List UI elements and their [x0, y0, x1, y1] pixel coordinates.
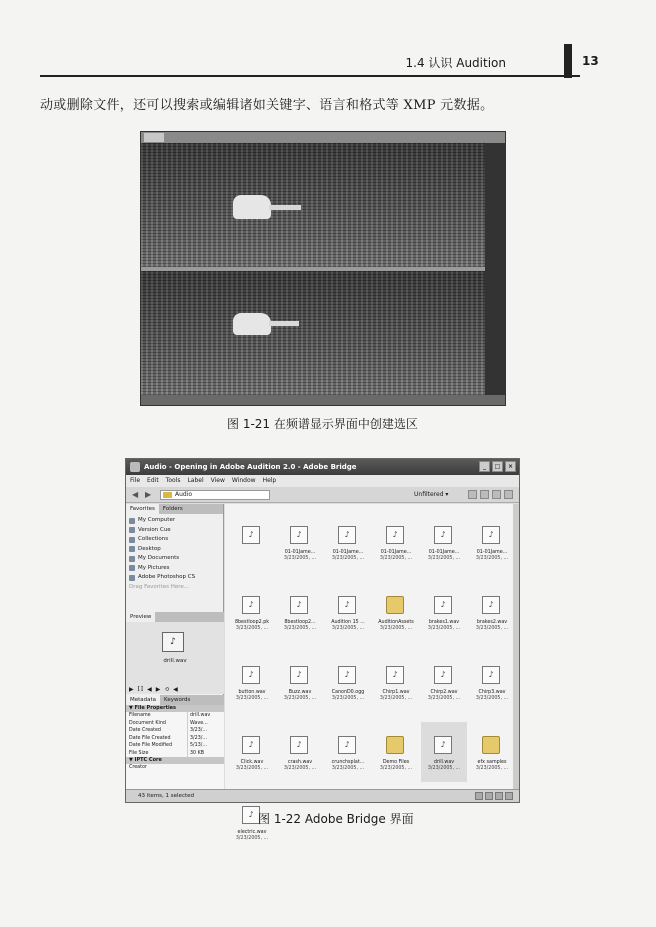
file-item[interactable] — [373, 512, 419, 572]
favorites-list — [126, 514, 223, 594]
file-item[interactable] — [421, 652, 467, 712]
file-name: AuditionAssets — [378, 620, 414, 625]
metadata-row — [126, 720, 224, 728]
file-date: 3/23/2005, ... — [427, 766, 461, 771]
selection-tail — [269, 321, 299, 326]
file-name: brakes1.wav — [428, 620, 460, 625]
tab-favorites[interactable]: Favorites — [126, 504, 159, 514]
favorite-label: My Documents — [138, 555, 180, 561]
file-item[interactable] — [469, 652, 515, 712]
file-date: 3/23/2005, ... — [235, 766, 269, 771]
audio-file-icon: ♪ — [434, 596, 452, 614]
figure-caption: 图 1-21 在频谱显示界面中创建选区 — [227, 417, 418, 431]
file-name: Chirp3.wav — [478, 690, 506, 695]
file-date: 3/23/2005, ... — [235, 836, 269, 841]
spectral-top-bar — [141, 132, 505, 143]
metadata-value: Wave... — [187, 720, 222, 728]
file-item[interactable] — [277, 652, 323, 712]
metadata-key: Filename — [129, 713, 151, 718]
audio-file-icon: ♪ — [242, 736, 260, 754]
file-item[interactable] — [469, 582, 515, 642]
audio-file-icon: ♪ — [386, 666, 404, 684]
file-name: Chirp1.wav — [382, 690, 410, 695]
forward-arrow-icon[interactable]: ▶ — [145, 490, 152, 499]
metadata-row — [126, 727, 224, 735]
file-date: 3/23/2005, ... — [475, 696, 509, 701]
file-date: 3/23/2005, ... — [283, 626, 317, 631]
file-item[interactable] — [373, 722, 419, 782]
path-label: Audio — [175, 491, 193, 498]
folder-icon — [482, 736, 500, 754]
file-name: crunchsplat... — [331, 760, 365, 765]
file-date: 3/23/2005, ... — [379, 696, 413, 701]
file-date: 3/23/2005, ... — [331, 696, 365, 701]
spectral-tab — [144, 133, 164, 142]
file-date: 3/23/2005, ... — [427, 626, 461, 631]
figure-caption: 图 1-22 Adobe Bridge 界面 — [258, 812, 414, 826]
file-date: 3/23/2005, ... — [331, 626, 365, 631]
view-versions-icon[interactable] — [505, 792, 513, 800]
file-name: CanonD0.ogg — [331, 690, 365, 695]
file-item[interactable] — [277, 582, 323, 642]
left-panel — [126, 504, 224, 791]
new-folder-icon[interactable] — [492, 490, 501, 499]
favorite-photoshop[interactable] — [129, 573, 220, 583]
audio-file-icon: ♪ — [434, 666, 452, 684]
preview-filename: drill.wav — [163, 658, 187, 664]
metadata-key: Date File Modified — [129, 743, 173, 748]
audio-file-icon: ♪ — [290, 736, 308, 754]
file-name: 01-01Jame... — [332, 550, 364, 555]
file-name: efx samples — [477, 760, 507, 765]
file-date: 3/23/2005, ... — [379, 626, 413, 631]
audio-file-icon: ♪ — [290, 596, 308, 614]
tab-preview[interactable]: Preview — [126, 612, 155, 622]
photoshop-icon — [129, 575, 135, 581]
time-ruler — [141, 395, 505, 405]
computer-icon — [129, 518, 135, 524]
spectrogram-channel-right — [141, 271, 487, 395]
metadata-key: Date File Created — [129, 735, 171, 741]
file-item[interactable] — [469, 722, 515, 782]
file-item[interactable] — [277, 512, 323, 572]
file-name: Audition 15 ... — [331, 620, 365, 625]
audio-file-icon: ♪ — [338, 736, 356, 754]
audio-file-icon: ♪ — [242, 596, 260, 614]
file-date: 3/23/2005, ... — [283, 696, 317, 701]
menu-help[interactable]: Help — [262, 477, 277, 484]
file-name: Chirp2.wav — [430, 690, 458, 695]
audio-file-icon: ♪ — [242, 666, 260, 684]
file-date: 3/23/2005, ... — [427, 696, 461, 701]
favorite-collections[interactable] — [129, 535, 220, 545]
file-date: 3/23/2005, ... — [283, 766, 317, 771]
view-filmstrip-icon[interactable] — [485, 792, 493, 800]
pictures-icon — [129, 565, 135, 571]
metadata-panel-tabs — [126, 695, 224, 705]
favorite-label: Version Cue — [138, 526, 171, 533]
tab-folders[interactable]: Folders — [162, 506, 183, 512]
audio-file-icon: ♪ — [482, 526, 500, 544]
metadata-value: 30 KB — [187, 750, 222, 758]
back-arrow-icon[interactable]: ◀ — [132, 490, 139, 499]
documents-icon — [129, 556, 135, 562]
file-date: 3/23/2005, ... — [331, 766, 365, 771]
trash-icon[interactable] — [504, 490, 513, 499]
favorite-desktop[interactable] — [129, 545, 220, 555]
status-bar — [126, 789, 519, 802]
header-rule — [40, 75, 580, 77]
audio-file-icon: ♪ — [434, 736, 452, 754]
file-name: Demo Files — [382, 760, 410, 765]
audio-file-icon: ♪ — [162, 632, 184, 652]
view-thumbnails-icon[interactable] — [475, 792, 483, 800]
status-text: 43 items, 1 selected — [138, 793, 194, 799]
path-dropdown[interactable] — [160, 490, 270, 500]
file-date: 3/23/2005, ... — [379, 556, 413, 561]
audio-file-icon: ♪ — [242, 526, 260, 544]
favorite-label: Collections — [138, 536, 169, 542]
preview-panel-tabs — [126, 612, 224, 622]
window-titlebar — [126, 459, 519, 475]
frequency-ruler — [485, 143, 505, 397]
file-name: Buzz.wav — [288, 690, 312, 695]
tab-keywords[interactable]: Keywords — [164, 697, 191, 703]
body-text: 动或删除文件，还可以搜索或编辑诸如关键字、语言和格式等 XMP 元数据。 — [40, 98, 494, 113]
file-date: 3/23/2005, ... — [475, 626, 509, 631]
audio-file-icon: ♪ — [338, 526, 356, 544]
audio-file-icon: ♪ — [482, 596, 500, 614]
spectral-display-figure — [140, 131, 506, 406]
file-name: crash.wav — [287, 760, 313, 765]
folder-icon — [386, 596, 404, 614]
favorite-label: Desktop — [138, 545, 161, 552]
file-item[interactable] — [373, 582, 419, 642]
version-cue-icon — [129, 527, 135, 533]
spectrogram-channel-left — [141, 143, 487, 267]
file-item[interactable] — [229, 652, 275, 712]
app-icon — [130, 462, 140, 472]
file-name: 8bestloop2... — [284, 620, 316, 625]
file-name: brakes2.wav — [476, 620, 508, 625]
file-item[interactable] — [373, 652, 419, 712]
rotate-left-icon[interactable] — [468, 490, 477, 499]
metadata-value: 3/23/... — [187, 735, 222, 743]
metadata-value: 3/23/... — [187, 727, 222, 735]
audio-file-icon: ♪ — [290, 666, 308, 684]
audio-file-icon: ♪ — [242, 806, 260, 824]
metadata-panel — [126, 695, 224, 791]
file-name: 01-01Jame... — [380, 550, 412, 555]
tab-metadata[interactable]: Metadata — [126, 695, 160, 705]
playback-controls[interactable]: ▶ II ◀ ▶ ⟲ ◀ — [129, 686, 179, 693]
metadata-key: Date Created — [129, 728, 161, 733]
favorite-my-documents[interactable] — [129, 554, 220, 564]
file-name: button.wav — [238, 690, 266, 695]
audio-file-icon: ♪ — [434, 526, 452, 544]
metadata-key: Document Kind — [129, 720, 166, 726]
rotate-right-icon[interactable] — [480, 490, 489, 499]
selection-highlight — [233, 313, 271, 335]
iptc-core-header[interactable]: ▼ IPTC Core — [126, 757, 224, 764]
file-name: drill.wav — [433, 760, 455, 765]
audio-file-icon: ♪ — [338, 666, 356, 684]
favorite-version-cue[interactable] — [129, 526, 220, 536]
menu-window[interactable]: Window — [231, 477, 256, 484]
audio-file-icon: ♪ — [290, 526, 308, 544]
file-date: 3/23/2005, ... — [283, 556, 317, 561]
menu-edit[interactable]: Edit — [147, 477, 159, 484]
file-name: 01-01Jame... — [476, 550, 508, 555]
page-number: 13 — [582, 54, 599, 68]
file-item[interactable] — [421, 722, 467, 782]
menu-bar — [126, 475, 519, 487]
favorite-label: Adobe Photoshop CS — [138, 574, 196, 580]
file-item[interactable] — [229, 512, 275, 572]
metadata-value: 5/13/... — [187, 742, 222, 750]
running-header — [40, 44, 616, 78]
favorite-label: My Pictures — [138, 564, 170, 571]
toolbar — [126, 487, 519, 503]
metadata-row — [126, 712, 224, 720]
metadata-key: Creator — [129, 765, 147, 770]
file-item[interactable] — [229, 582, 275, 642]
folder-icon — [386, 736, 404, 754]
file-date: 3/23/2005, ... — [235, 626, 269, 631]
drag-favorites-hint: Drag Favorites Here... — [129, 583, 189, 590]
file-item[interactable] — [325, 582, 371, 642]
minimize-icon[interactable]: _ — [479, 461, 490, 472]
file-item[interactable] — [325, 512, 371, 572]
close-icon[interactable]: × — [505, 461, 516, 472]
window-title: Audio - Opening in Adobe Audition 2.0 - Adobe Bridge — [144, 463, 357, 471]
file-date: 3/23/2005, ... — [235, 696, 269, 701]
folder-icon — [163, 492, 172, 498]
menu-file[interactable]: File — [130, 477, 141, 484]
filter-dropdown[interactable]: Unfiltered ▾ — [414, 491, 449, 498]
metadata-key: File Size — [129, 750, 149, 756]
file-date: 3/23/2005, ... — [427, 556, 461, 561]
file-date: 3/23/2005, ... — [331, 556, 365, 561]
file-name: 01-01Jame... — [284, 550, 316, 555]
header-section-title: 1.4 认识 Audition — [405, 56, 506, 70]
view-details-icon[interactable] — [495, 792, 503, 800]
collections-icon — [129, 537, 135, 543]
menu-tools[interactable]: Tools — [165, 477, 181, 484]
selection-tail — [269, 205, 301, 210]
audio-file-icon: ♪ — [338, 596, 356, 614]
audio-file-icon: ♪ — [386, 526, 404, 544]
metadata-row — [126, 750, 224, 758]
audio-file-icon: ♪ — [482, 666, 500, 684]
metadata-row — [126, 742, 224, 750]
favorite-my-pictures[interactable] — [129, 564, 220, 574]
metadata-row — [126, 735, 224, 743]
file-name: electric.wav — [237, 830, 267, 835]
selection-highlight — [233, 195, 271, 219]
content-scrollbar[interactable] — [513, 504, 519, 791]
file-name: 8bestloop2.pk — [234, 620, 270, 625]
file-item[interactable] — [421, 582, 467, 642]
desktop-icon — [129, 546, 135, 552]
file-date: 3/23/2005, ... — [379, 766, 413, 771]
metadata-row — [126, 764, 224, 772]
header-bar — [564, 44, 572, 78]
file-item[interactable] — [469, 512, 515, 572]
file-item[interactable] — [229, 722, 275, 782]
metadata-value: drill.wav — [187, 712, 222, 720]
file-name: 01-01Jame... — [428, 550, 460, 555]
favorite-my-computer[interactable] — [129, 516, 220, 526]
file-properties-header[interactable]: ▼ File Properties — [126, 705, 224, 712]
file-item[interactable] — [325, 722, 371, 782]
maximize-icon[interactable]: □ — [492, 461, 503, 472]
file-item[interactable] — [421, 512, 467, 572]
preview-panel — [126, 612, 224, 694]
menu-view[interactable]: View — [210, 477, 225, 484]
file-date: 3/23/2005, ... — [475, 766, 509, 771]
file-name: Click.wav — [240, 760, 264, 765]
file-date: 3/23/2005, ... — [475, 556, 509, 561]
menu-label[interactable]: Label — [187, 477, 204, 484]
file-item[interactable] — [325, 652, 371, 712]
favorites-panel-tabs — [126, 504, 223, 514]
favorite-label: My Computer — [138, 517, 176, 523]
file-item[interactable] — [277, 722, 323, 782]
